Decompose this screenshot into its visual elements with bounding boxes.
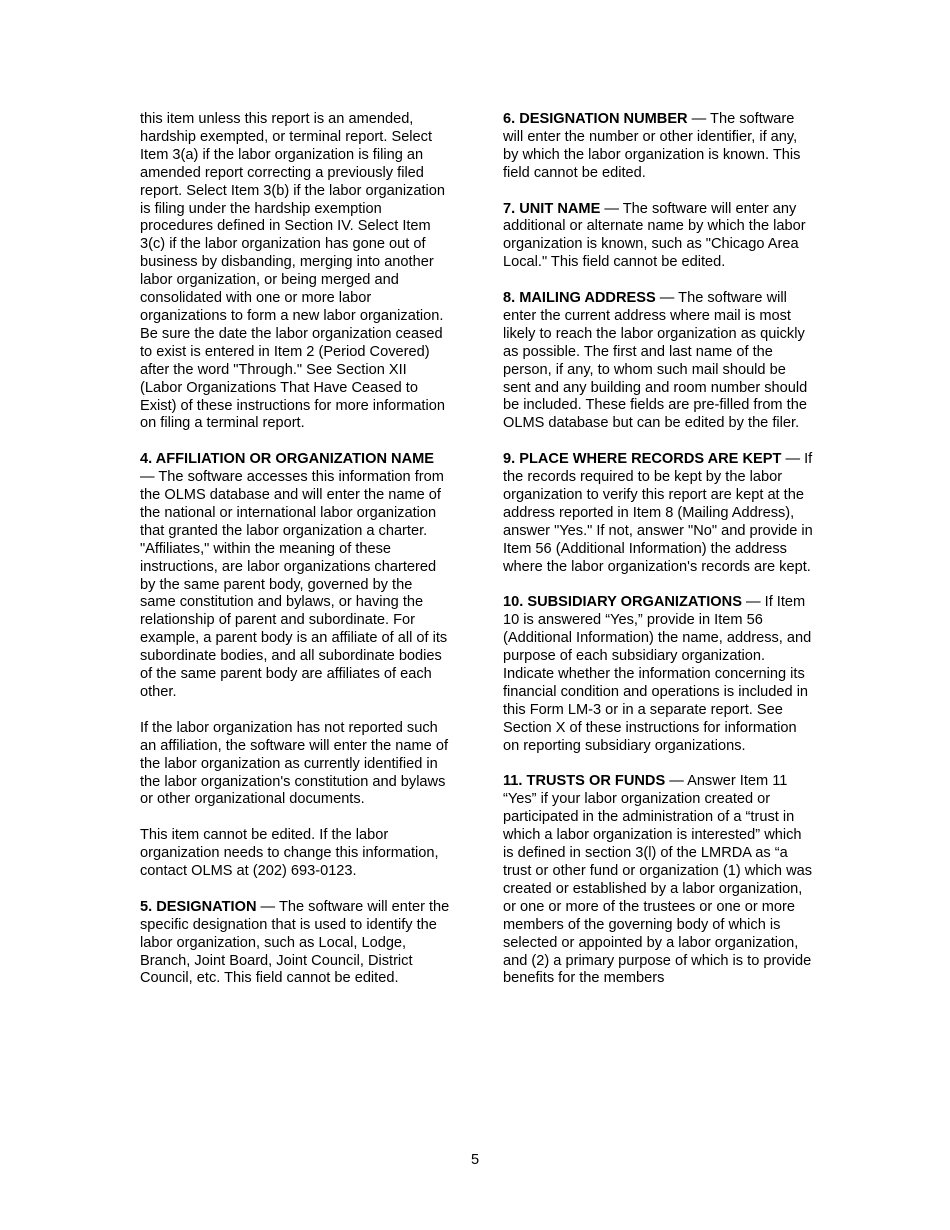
item11-paragraph [503,773,815,988]
item5-paragraph [140,899,450,989]
item7-heading: 7. UNIT NAME [503,200,601,217]
item4-paragraph-3: This item cannot be edited. If the labor organization needs to change this information, contact OLMS at (202) 693-0123. [140,827,439,880]
item7-text: — The software will enter any additional or alternate name by which the labor organization is known, such as "Chicago Area Local." This field cannot be edited. [503,200,806,271]
item10-paragraph [503,594,815,755]
item4-heading: 4. AFFILIATION OR ORGANIZATION NAME [140,451,435,468]
item6-text: — The software will enter the number or other identifier, if any, by which the labor organization is known. This field cannot be edited. [503,111,801,181]
item4-text: — The software accesses this information from the OLMS database and will enter the name of the national or international labor organization that granted the labor organization a charter. "Affiliates," within the meaning of these instructions, are labor organizations chartered by the same parent body, governed by the same constitution and bylaws, or having the relationship of parent and subordinate. For example, a parent body is an affiliate of all of its subordinate bodies, and all subordinate bodies of the same parent body are affiliates of each other. [140,469,448,700]
item4-paragraph [140,451,450,702]
item5-text: — The software will enter the specific designation that is used to identify the labor organization, such as Local, Lodge, Branch, Joint Board, Joint Council, District Council, etc. This field cannot be edited. [140,898,450,987]
item11-heading: 11. TRUSTS OR FUNDS [503,773,666,790]
item6-heading: 6. DESIGNATION NUMBER [503,111,688,127]
item3-continuation: this item unless this report is an amended, hardship exempted, or terminal report. Select Item 3(a) if the labor organization is filing an amended report correcting a previously filed report. Select Item 3(b) if the labor organization is filing under the hardship exemption procedures defined in Section IV. Select Item 3(c) if the labor organization has gone out of business by disbanding, merging into another labor organization, or being merged and consolidated with one or more labor organizations to form a new labor organization. Be sure the date the labor organization ceased to exist is entered in Item 2 (Period Covered) after the word "Through." See Section XII (Labor Organizations That Have Ceased to Exist) of these instructions for more information on filing a terminal report. [140,111,446,432]
page-number: 5 [470,1152,480,1168]
item9-heading: 9. PLACE WHERE RECORDS ARE KEPT [503,451,782,468]
item4-paragraph-2: If the labor organization has not reported such an affiliation, the software will enter the name of the labor organization as currently identified in the labor organization's constitution and bylaws or other organizational documents. [140,719,448,808]
item6-paragraph [503,111,815,183]
item11-text: — Answer Item 11 “Yes” if your labor organization created or participated in the administration of a “trust in which a labor organization is interested” which is defined in section 3(l) of the LMRDA as “a trust or other fund or organization (1) which was created or established by a labor organization, or one or more of the trustees or one or more members of the governing body of which is selected or appointed by a labor organization, and (2) a primary purpose of which is to provide benefits for the members [503,773,813,987]
left-column [140,111,450,1006]
item9-paragraph [503,451,815,576]
item7-paragraph [503,201,815,273]
item8-text: — The software will enter the current address where mail is most likely to reach the labor organization as quickly as possible. The first and last name of the person, if any, to whom such mail should be sent and any building and room number should be included. These fields are pre-filled from the OLMS database but can be edited by the filer. [503,290,808,432]
right-column [503,111,815,1006]
item9-text: — If the records required to be kept by the labor organization to verify this report are kept at the address reported in Item 8 (Mailing Address), answer "Yes." If not, answer "No" and provide in Item 56 (Additional Information) the address where the labor organization's records are kept. [503,451,813,575]
item5-heading: 5. DESIGNATION [140,898,257,915]
item10-text: — If Item 10 is answered “Yes,” provide in Item 56 (Additional Information) the name, address, and purpose of each subsidiary organization. Indicate whether the information concerning its financial condition and operations is included in this Form LM-3 or in a separate report. See Section X of these instructions for information on reporting subsidiary organizations. [503,594,812,754]
item8-paragraph [503,290,815,433]
item8-heading: 8. MAILING ADDRESS [503,290,656,307]
item10-heading: 10. SUBSIDIARY ORGANIZATIONS [503,594,742,611]
